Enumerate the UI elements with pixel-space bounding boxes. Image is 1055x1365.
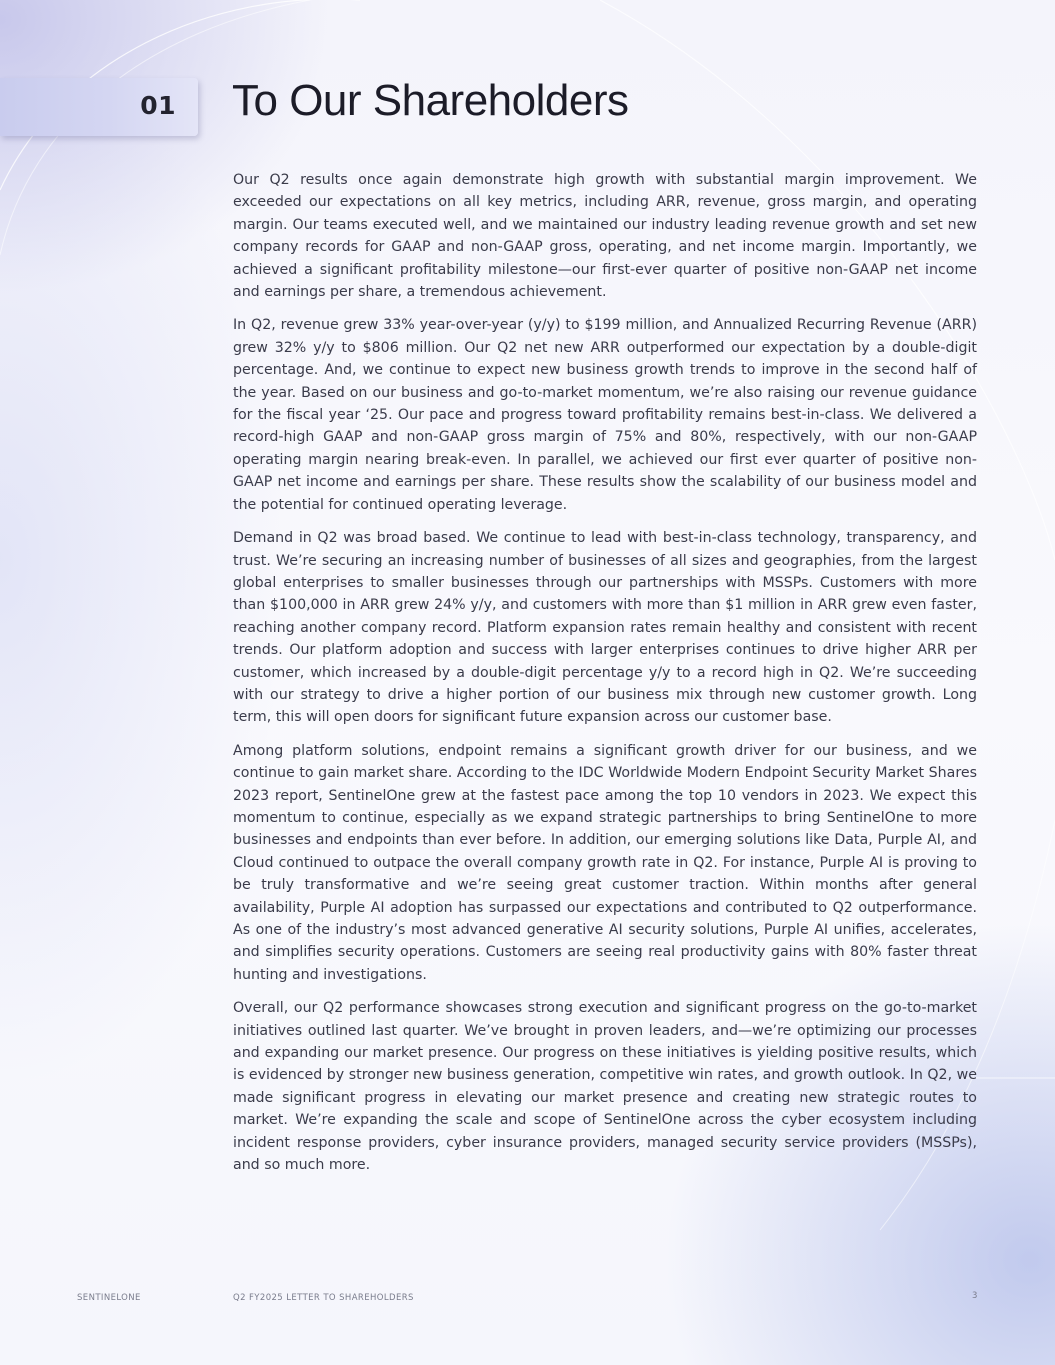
section-number: 01 [140, 91, 176, 120]
page-number: 3 [972, 1291, 978, 1301]
paragraph-platform-solutions: Among platform solutions, endpoint remains a significant growth driver for our business, and we continue to gain market share. According to the IDC Worldwide Modern Endpoint Security Market Shares 2023 report, SentinelOne grew at the fastest pace among the top 10 vendors in 2023. We expect this momentum to continue, especially as we expand strategic partnerships to bring SentinelOne to more businesses and endpoints than ever before. In addition, our emerging solutions like Data, Purple AI, and Cloud continued to outpace the overall company growth rate in Q2. For instance, Purple AI is proving to be truly transformative and we’re seeing great customer traction. Within months after general availability, Purple AI adoption has surpassed our expectations and contributed to Q2 outperformance. As one of the industry’s most advanced generative AI security solutions, Purple AI unifies, accelerates, and simplifies security operations. Customers are seeing real productivity gains with 80% faster threat hunting and investigations. [233, 742, 977, 983]
paragraph-go-to-market: Overall, our Q2 performance showcases strong execution and significant progress on the go-to-market initiatives outlined last quarter. We’ve brought in proven leaders, and—we’re optimizing our processes and expanding our market presence. Our progress on these initiatives is yielding positive results, which is evidenced by stronger new business generation, competitive win rates, and growth outlook. In Q2, we made significant progress in elevating our market presence and creating new strategic routes to market. We’re expanding the scale and scope of SentinelOne across the cyber ecosystem including incident response providers, cyber insurance providers, managed security service providers (MSSPs), and so much more. [233, 1000, 977, 1174]
paragraph-results-summary: Our Q2 results once again demonstrate high growth with substantial margin improvement. We exceeded our expectations on all key metrics, including ARR, revenue, gross margin, and operating margin. Our teams executed well, and we maintained our industry leading revenue growth and set new company records for GAAP and non-GAAP gross, operating, and net income margin. Importantly, we achieved a significant profitability milestone—our first-ever quarter of positive non-GAAP net income and earnings per share, a tremendous achievement. [233, 172, 977, 301]
paragraph-revenue-arr: In Q2, revenue grew 33% year-over-year (y/y) to $199 million, and Annualized Recurring Revenue (ARR) grew 32% y/y to $806 million. Our Q2 net new ARR outperformed our expectation by a double-digit percentage. And, we continue to expect new business growth trends to improve in the second half of the year. Based on our business and go-to-market momentum, we’re also raising our revenue guidance for the fiscal year ‘25. Our pace and progress toward profitability remains best-in-class. We delivered a record-high GAAP and non-GAAP gross margin of 75% and 80%, respectively, with our non-GAAP operating margin nearing break-even. In parallel, we achieved our first ever quarter of positive non-GAAP net income and earnings per share. These results show the scalability of our business model and the potential for continued operating leverage. [233, 317, 977, 513]
page-title: To Our Shareholders [232, 76, 629, 125]
letter-body [233, 169, 977, 1187]
footer-brand: SENTINELONE [77, 1293, 141, 1303]
section-number-tab [0, 78, 198, 136]
footer-document-title: Q2 FY2025 LETTER TO SHAREHOLDERS [233, 1293, 414, 1303]
paragraph-demand: Demand in Q2 was broad based. We continue to lead with best-in-class technology, transparency, and trust. We’re securing an increasing number of businesses of all sizes and geographies, from the largest global enterprises to smaller businesses through our partnerships with MSSPs. Customers with more than $100,000 in ARR grew 24% y/y, and customers with more than $1 million in ARR grew even faster, reaching another company record. Platform expansion rates remain healthy and consistent with recent trends. Our platform adoption and success with larger enterprises continues to drive higher ARR per customer, which increased by a double-digit percentage y/y to a record high in Q2. We’re succeeding with our strategy to drive a higher portion of our business mix through new customer growth. Long term, this will open doors for significant future expansion across our customer base. [233, 530, 977, 726]
